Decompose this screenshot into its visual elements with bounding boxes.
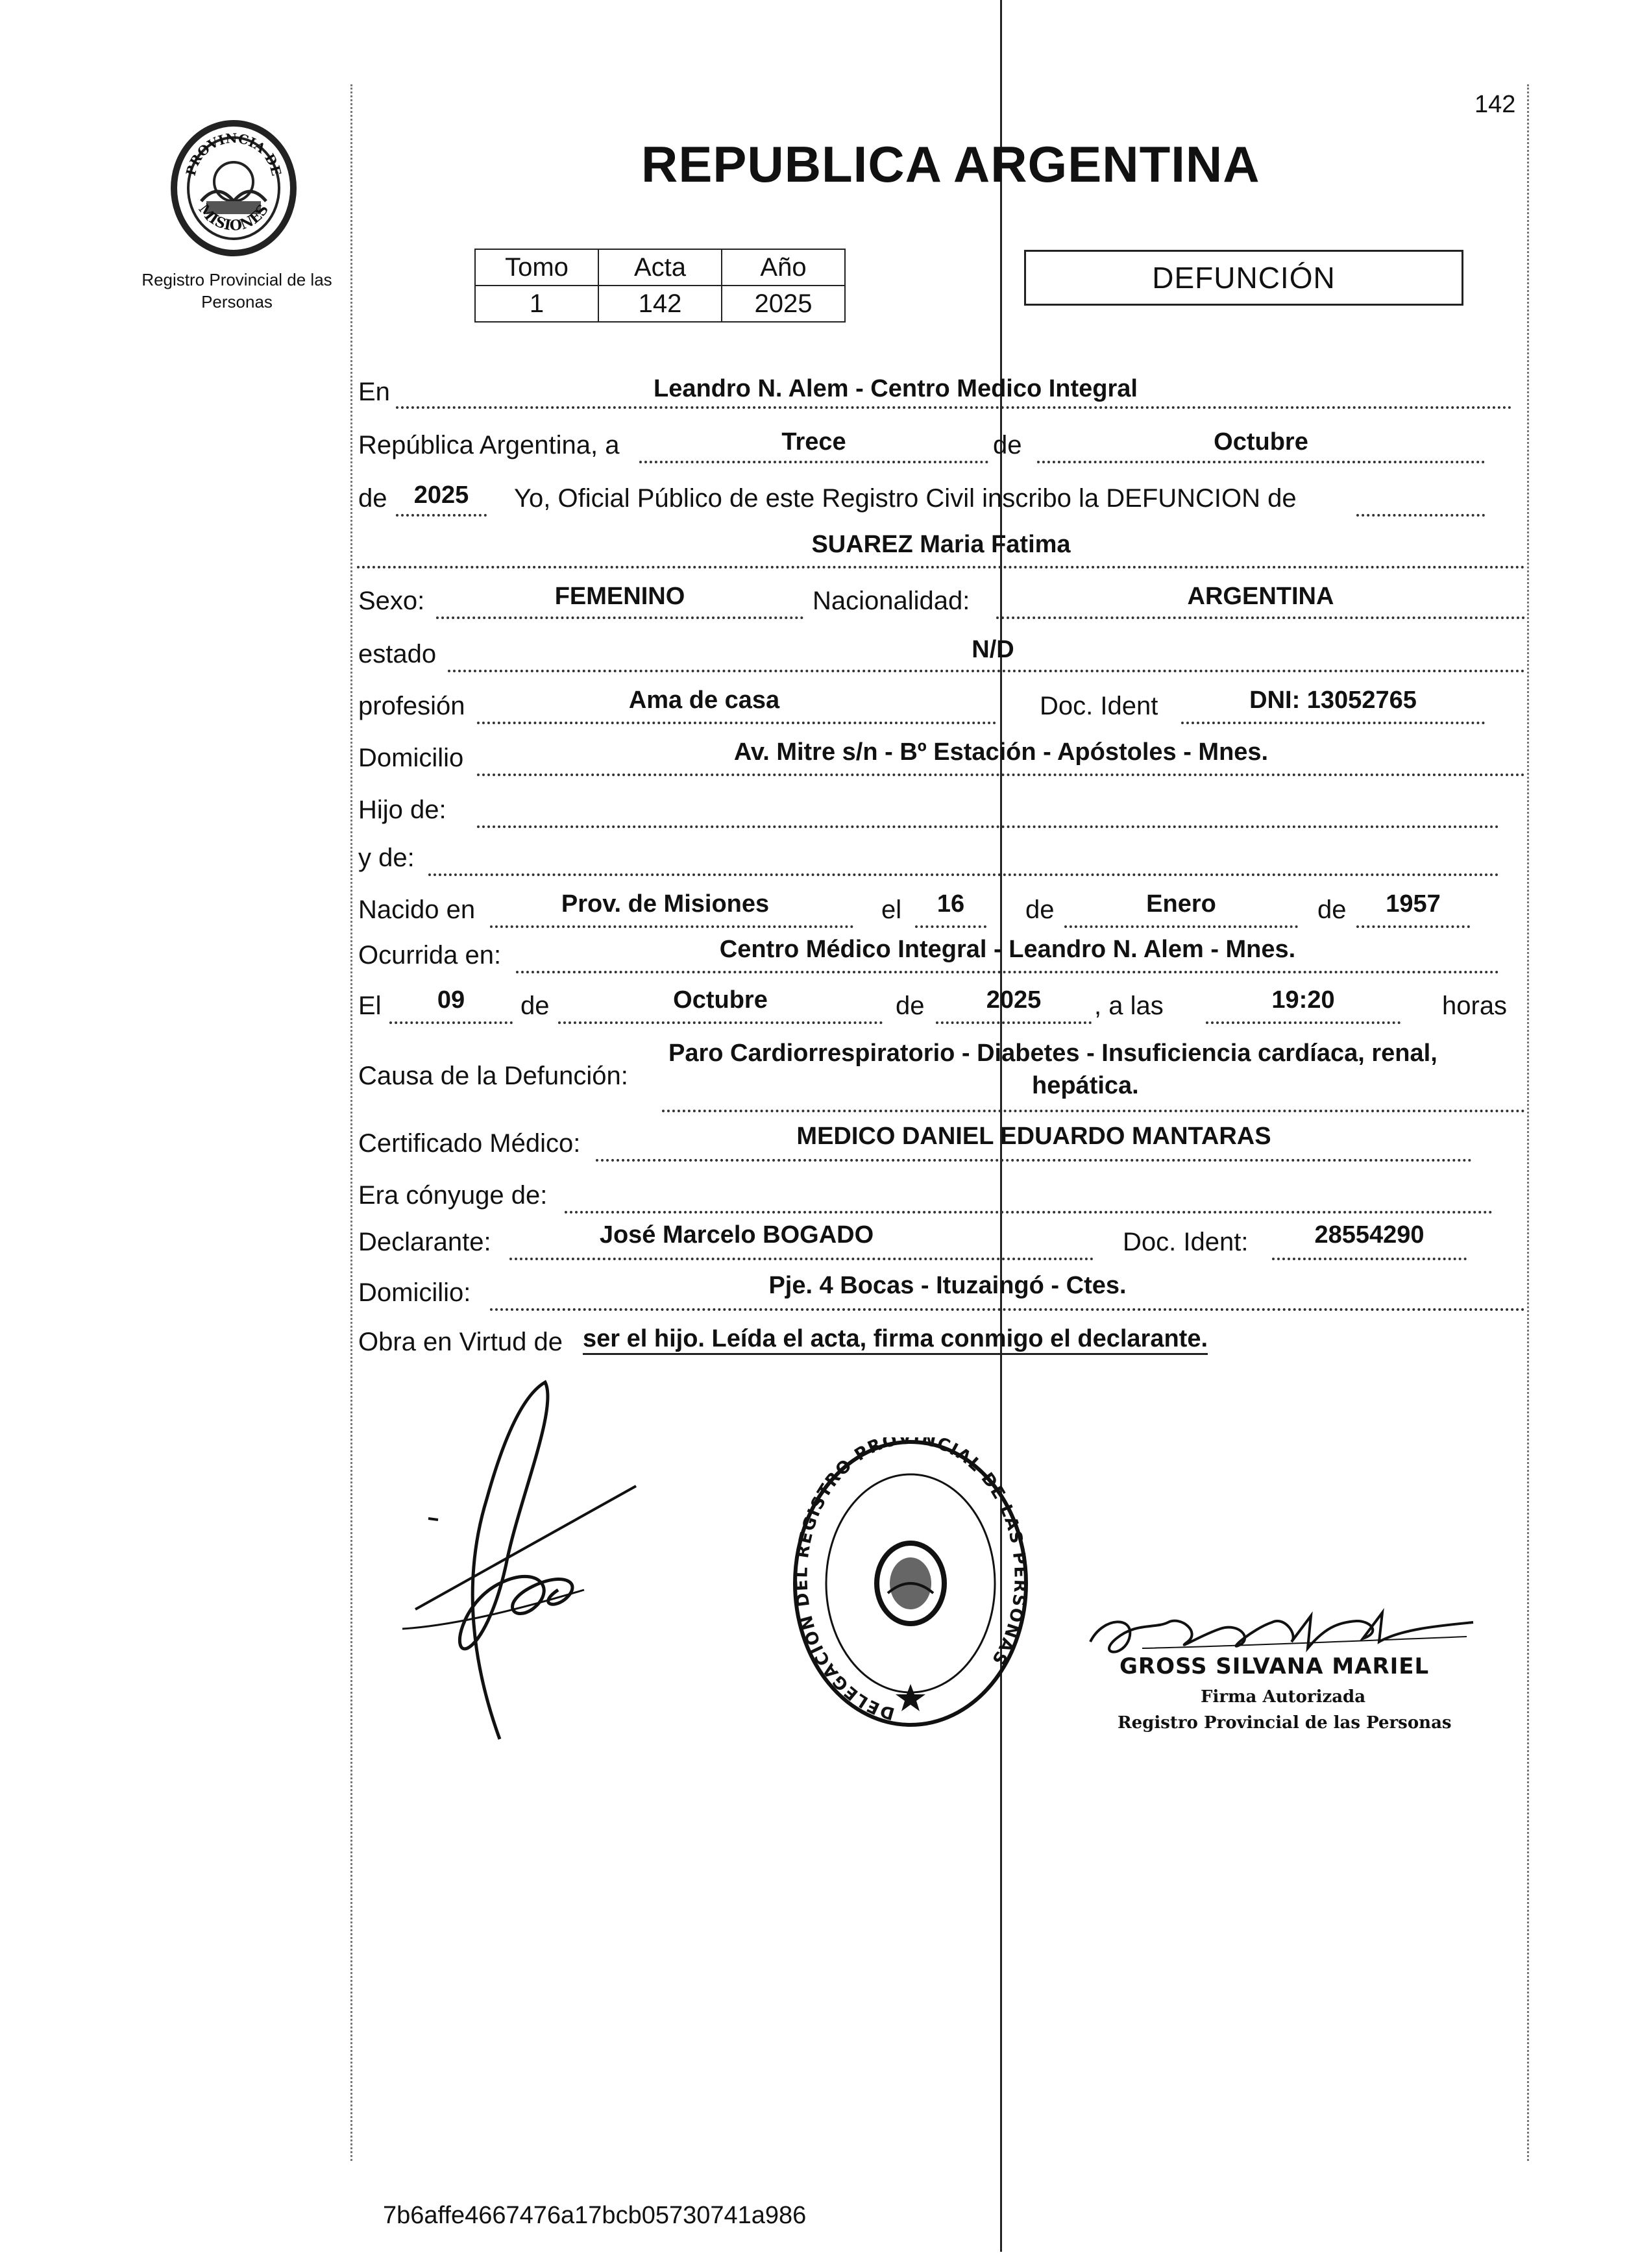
sexo-label: Sexo: — [358, 587, 425, 615]
acta-value-anio: 2025 — [722, 286, 845, 322]
acta-value-row — [475, 286, 845, 322]
anio-de-label: de — [358, 484, 387, 513]
fecha-mes-value: Octubre — [1214, 428, 1308, 456]
nacido-mes-value: Enero — [1146, 890, 1216, 918]
causa-fill — [662, 1080, 1525, 1112]
nacido-label: Nacido en — [358, 896, 476, 924]
nacido-de2-label: de — [1317, 896, 1347, 924]
en-label: En — [358, 378, 390, 406]
domicilio-value: Av. Mitre s/n - Bº Estación - Apóstoles - Mnes. — [733, 738, 1269, 766]
fecha-label: República Argentina, a — [358, 431, 620, 459]
province-seal — [156, 104, 312, 266]
fecha-def-a-las-label: , a las — [1094, 992, 1164, 1020]
acta-header-anio: Año — [722, 249, 845, 286]
profesion-label: profesión — [358, 692, 465, 720]
profesion-value: Ama de casa — [628, 687, 780, 714]
doc-ident-value: DNI: 13052765 — [1249, 687, 1417, 714]
nacido-lugar-value: Prov. de Misiones — [561, 890, 770, 918]
fecha-dia-value: Trece — [781, 428, 846, 456]
acta-value-tomo: 1 — [475, 286, 598, 322]
fecha-def-de-label: de — [520, 992, 550, 1020]
fecha-def-anio-value: 2025 — [986, 986, 1042, 1014]
hijo-de-label: Hijo de: — [358, 796, 447, 824]
ocurrida-label: Ocurrida en: — [358, 941, 502, 969]
registry-label: Registro Provincial de las Personas — [141, 270, 332, 311]
acta-value-acta: 142 — [598, 286, 722, 322]
nacionalidad-value: ARGENTINA — [1187, 583, 1334, 610]
right-margin-line — [1527, 84, 1529, 2161]
doc-ident-label: Doc. Ident — [1040, 692, 1158, 720]
acta-header-row — [475, 249, 845, 286]
domicilio-decl-label: Domicilio: — [358, 1278, 471, 1307]
declarante-value: José Marcelo BOGADO — [599, 1221, 874, 1249]
estado-label: estado — [358, 640, 437, 668]
fecha-def-dia-value: 09 — [437, 986, 465, 1014]
acta-header-acta: Acta — [598, 249, 722, 286]
nacido-de-label: de — [1025, 896, 1055, 924]
page-number: 142 — [1474, 91, 1516, 118]
acta-header-tomo: Tomo — [475, 249, 598, 286]
causa-line2: hepática. — [1032, 1072, 1139, 1099]
official-role: Firma Autorizada — [1201, 1687, 1366, 1707]
ocurrida-value: Centro Médico Integral - Leandro N. Alem - Mnes. — [719, 936, 1296, 963]
domicilio-label: Domicilio — [358, 744, 464, 772]
registry-stamp — [790, 1437, 1031, 1729]
nacido-dia-value: 16 — [936, 890, 965, 918]
document-type: DEFUNCIÓN — [1024, 250, 1463, 306]
anio-tail-fill — [1356, 484, 1485, 517]
declarant-signature — [389, 1369, 662, 1746]
declarante-label: Declarante: — [358, 1228, 491, 1256]
seal-bottom-text: MISIONES — [195, 201, 273, 235]
official-office: Registro Provincial de las Personas — [1118, 1713, 1452, 1733]
conyuge-fill — [565, 1181, 1493, 1213]
star-icon — [896, 1684, 925, 1711]
acta-table — [474, 249, 846, 323]
causa-line1: Paro Cardiorrespiratorio - Diabetes - Insuficiencia cardíaca, renal, — [668, 1040, 1437, 1067]
certificado-label: Certificado Médico: — [358, 1129, 581, 1158]
official-name: GROSS SILVANA MARIEL — [1119, 1653, 1430, 1679]
document-hash: 7b6affe4667476a17bcb05730741a986 — [383, 2202, 807, 2229]
stamp-text: DELEGACION DEL REGISTRO PROVINCIAL DE LAS PERSONAS — [792, 1437, 1030, 1724]
estado-value: N/D — [972, 636, 1014, 663]
nacido-anio-value: 1957 — [1386, 890, 1441, 918]
causa-label: Causa de la Defunción: — [358, 1062, 628, 1090]
declarante-doc-label: Doc. Ident: — [1123, 1228, 1249, 1256]
fecha-def-mes-value: Octubre — [673, 986, 768, 1014]
anio-text: Yo, Oficial Público de este Registro Civil inscribo la DEFUNCION de — [514, 484, 1297, 513]
left-margin-line — [350, 84, 352, 2161]
en-value: Leandro N. Alem - Centro Medico Integral — [653, 375, 1138, 402]
hijo-de-fill — [477, 796, 1499, 828]
fecha-def-el-label: El — [358, 992, 382, 1020]
obra-value: ser el hijo. Leída el acta, firma conmigo el declarante. — [583, 1325, 1208, 1355]
certificado-value: MEDICO DANIEL EDUARDO MANTARAS — [796, 1123, 1271, 1150]
y-de-label: y de: — [358, 844, 415, 872]
nacionalidad-label: Nacionalidad: — [813, 587, 970, 615]
seal-top-text: PROVINCIA DE — [182, 130, 285, 178]
fecha-def-de2-label: de — [896, 992, 925, 1020]
sexo-value: FEMENINO — [554, 583, 685, 610]
page-title: REPUBLICA ARGENTINA — [641, 136, 1260, 193]
declarante-doc-value: 28554290 — [1314, 1221, 1425, 1249]
y-de-fill — [428, 844, 1499, 876]
domicilio-decl-value: Pje. 4 Bocas - Ituzaingó - Ctes. — [768, 1272, 1127, 1299]
fecha-de-label: de — [993, 431, 1022, 459]
fecha-def-horas-label: horas — [1442, 992, 1508, 1020]
fecha-def-hora-value: 19:20 — [1271, 986, 1335, 1014]
nacido-el-label: el — [881, 896, 902, 924]
conyuge-label: Era cónyuge de: — [358, 1181, 548, 1210]
obra-label: Obra en Virtud de — [358, 1328, 563, 1356]
deceased-name: SUAREZ Maria Fatima — [811, 531, 1071, 558]
anio-value: 2025 — [413, 482, 469, 509]
